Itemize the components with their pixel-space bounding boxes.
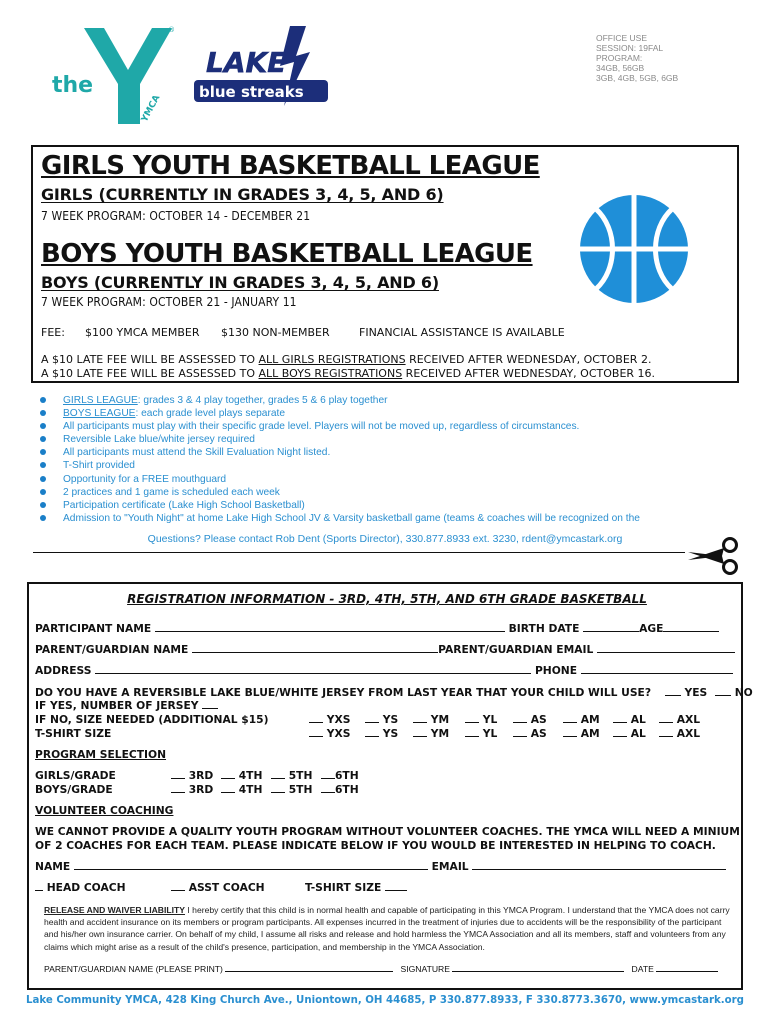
- office-line: SESSION: 19FAL: [596, 43, 664, 53]
- volunteer-text-2: OF 2 COACHES FOR EACH TEAM. PLEASE INDICATE BELOW IF YOU WOULD BE INTERESTED IN HELPING TO COACH.: [35, 839, 716, 852]
- list-item: BOYS LEAGUE: each grade level plays separate: [40, 407, 640, 420]
- size-option[interactable]: AL: [613, 727, 646, 740]
- blue-streaks-word: blue streaks: [199, 83, 304, 101]
- boys-program-dates: 7 WEEK PROGRAM: OCTOBER 21 - JANUARY 11: [41, 295, 297, 309]
- list-item: All participants must play with their specific grade level. Players will not be moved up, regardless of circumstances.: [40, 420, 640, 433]
- asst-coach-option[interactable]: ASST COACH: [171, 881, 265, 894]
- boys-league-title: BOYS YOUTH BASKETBALL LEAGUE: [41, 239, 533, 269]
- fee-member: $100 YMCA MEMBER: [85, 326, 200, 339]
- age-field[interactable]: [663, 622, 719, 632]
- list-item: 2 practices and 1 game is scheduled each week: [40, 486, 640, 499]
- list-item: All participants must attend the Skill Evaluation Night listed.: [40, 446, 640, 459]
- participant-name-field[interactable]: [155, 622, 505, 632]
- participant-name-label: PARTICIPANT NAME: [35, 622, 152, 635]
- list-item: T-Shirt provided: [40, 459, 640, 472]
- registration-title: REGISTRATION INFORMATION - 3RD, 4TH, 5TH, AND 6TH GRADE BASKETBALL: [127, 592, 647, 606]
- grade-option[interactable]: 4TH: [221, 769, 262, 782]
- grade-option[interactable]: 6TH: [321, 783, 359, 796]
- boys-league-subtitle: BOYS (CURRENTLY IN GRADES 3, 4, 5, AND 6): [41, 273, 439, 292]
- size-option[interactable]: AL: [613, 713, 646, 726]
- grade-option[interactable]: 4TH: [221, 783, 262, 796]
- size-option[interactable]: AXL: [659, 727, 700, 740]
- late-fee-girls: A $10 LATE FEE WILL BE ASSESSED TO ALL GIRLS REGISTRATIONS RECEIVED AFTER WEDNESDAY, OCTOBER 2.: [41, 353, 652, 366]
- registration-form: [27, 582, 753, 990]
- jersey-question-row: [35, 686, 753, 699]
- signature-label: SIGNATURE: [400, 964, 450, 974]
- birth-date-label: BIRTH DATE: [508, 622, 580, 635]
- list-item: Reversible Lake blue/white jersey required: [40, 433, 640, 446]
- size-option[interactable]: YM: [413, 727, 449, 740]
- coach-email-field[interactable]: [472, 860, 726, 870]
- address-label: ADDRESS: [35, 664, 92, 677]
- program-selection-heading: PROGRAM SELECTION: [35, 748, 167, 761]
- coach-name-row: [35, 860, 726, 873]
- phone-field[interactable]: [581, 664, 733, 674]
- birth-date-field[interactable]: [583, 622, 639, 632]
- date-field[interactable]: [656, 964, 718, 972]
- coach-email-label: EMAIL: [431, 860, 469, 873]
- signature-field[interactable]: [452, 964, 624, 972]
- coach-name-field[interactable]: [74, 860, 428, 870]
- office-line: 3GB, 4GB, 5GB, 6GB: [596, 73, 679, 83]
- jersey-size-row: [35, 713, 735, 727]
- parent-name-field[interactable]: [192, 643, 438, 653]
- office-line: 34GB, 56GB: [596, 63, 645, 73]
- scissors-icon: [686, 536, 742, 576]
- girls-program-dates: 7 WEEK PROGRAM: OCTOBER 14 - DECEMBER 21: [41, 209, 311, 223]
- size-option[interactable]: AS: [513, 713, 547, 726]
- svg-text:®: ®: [168, 26, 175, 34]
- logos: [44, 22, 344, 130]
- size-option[interactable]: AS: [513, 727, 547, 740]
- list-item: Admission to "Youth Night" at home Lake High School JV & Varsity basketball game (teams & coaches will be recognized on the: [40, 512, 640, 525]
- financial-assistance: FINANCIAL ASSISTANCE IS AVAILABLE: [359, 326, 565, 339]
- boys-grade-row: [35, 783, 435, 797]
- size-option[interactable]: AM: [563, 713, 600, 726]
- signature-row: [44, 964, 718, 974]
- jersey-yes-field[interactable]: [665, 686, 681, 696]
- jersey-number-row: [35, 699, 218, 712]
- tshirt-size-row: [35, 727, 735, 741]
- grade-option[interactable]: 6TH: [321, 769, 359, 782]
- size-option[interactable]: YS: [365, 713, 398, 726]
- list-item: Participation certificate (Lake High School Basketball): [40, 499, 640, 512]
- ymca-logo: [52, 26, 175, 125]
- late-fee-boys: A $10 LATE FEE WILL BE ASSESSED TO ALL BOYS REGISTRATIONS RECEIVED AFTER WEDNESDAY, OCTOBER 16.: [41, 367, 656, 380]
- jersey-number-label: IF YES, NUMBER OF JERSEY: [35, 699, 199, 712]
- volunteer-text-1: WE CANNOT PROVIDE A QUALITY YOUTH PROGRAM WITHOUT VOLUNTEER COACHES. THE YMCA WILL NEED A MINIUM: [35, 825, 740, 838]
- size-option[interactable]: AXL: [659, 713, 700, 726]
- basketball-icon: [578, 193, 690, 305]
- girls-grade-label: GIRLS/GRADE: [35, 769, 116, 782]
- boys-grade-label: BOYS/GRADE: [35, 783, 113, 796]
- jersey-yes-label: YES: [684, 686, 708, 699]
- volunteer-heading: VOLUNTEER COACHING: [35, 804, 174, 817]
- size-option[interactable]: YL: [465, 713, 497, 726]
- fee-label: FEE:: [41, 326, 65, 339]
- list-item: GIRLS LEAGUE: grades 3 & 4 play together, grades 5 & 6 play together: [40, 394, 640, 407]
- print-name-field[interactable]: [225, 964, 393, 972]
- girls-league-title: GIRLS YOUTH BASKETBALL LEAGUE: [41, 151, 540, 181]
- size-option[interactable]: YS: [365, 727, 398, 740]
- jersey-no-field[interactable]: [715, 686, 731, 696]
- jersey-question: DO YOU HAVE A REVERSIBLE LAKE BLUE/WHITE JERSEY FROM LAST YEAR THAT YOUR CHILD WILL USE?: [35, 686, 652, 699]
- grade-option[interactable]: 5TH: [271, 769, 312, 782]
- grade-option[interactable]: 3RD: [171, 769, 213, 782]
- size-option[interactable]: YXS: [309, 713, 350, 726]
- cut-line: [33, 552, 685, 553]
- program-details-list: [40, 394, 640, 525]
- address-field[interactable]: [95, 664, 531, 674]
- coach-name-label: NAME: [35, 860, 71, 873]
- parent-email-label: PARENT/GUARDIAN EMAIL: [438, 643, 594, 656]
- girls-grade-row: [35, 769, 435, 783]
- tshirt-size-label: T-SHIRT SIZE: [35, 727, 112, 740]
- size-option[interactable]: AM: [563, 727, 600, 740]
- participant-row: [35, 622, 735, 635]
- size-option[interactable]: YXS: [309, 727, 350, 740]
- size-option[interactable]: YM: [413, 713, 449, 726]
- lake-word: LAKE: [206, 46, 287, 79]
- size-option[interactable]: YL: [465, 727, 497, 740]
- parent-email-field[interactable]: [597, 643, 735, 653]
- lake-blue-streaks-logo: [194, 26, 328, 106]
- office-line: OFFICE USE: [596, 33, 648, 43]
- jersey-size-label: IF NO, SIZE NEEDED (ADDITIONAL $15): [35, 713, 269, 726]
- phone-label: PHONE: [534, 664, 578, 677]
- head-coach-option[interactable]: HEAD COACH: [35, 881, 126, 894]
- office-use-block: [596, 33, 678, 83]
- coach-role-row: [35, 881, 435, 895]
- coach-tshirt-field[interactable]: T-SHIRT SIZE: [305, 881, 407, 894]
- date-label: DATE: [631, 964, 654, 974]
- grade-option[interactable]: 5TH: [271, 783, 312, 796]
- girls-league-subtitle: GIRLS (CURRENTLY IN GRADES 3, 4, 5, AND 6): [41, 185, 444, 204]
- office-line: PROGRAM:: [596, 53, 643, 63]
- release-waiver-text: RELEASE AND WAIVER LIABILITY I hereby certify that this child is in normal health and capable of participating in this YMCA Program. I understand that the YMCA does not carry health and accident insurance on its members or program participants. All expenses incurred in the treatment of injuries due to accidents will be the responsibility of the participant and his/her own insurance carrier. On behalf of my child, I assume all risks and release and hold harmless the YMCA Association and all its members, staff and volunteers from any claims which might arise as a result of the child's presence, participation, and membership in the YMCA Association.: [44, 905, 730, 952]
- fee-non-member: $130 NON-MEMBER: [221, 326, 330, 339]
- age-label: AGE: [639, 622, 664, 635]
- list-item: Opportunity for a FREE mouthguard: [40, 473, 640, 486]
- address-row: [35, 664, 733, 677]
- parent-name-label: PARENT/GUARDIAN NAME: [35, 643, 189, 656]
- ymca-the-text: the: [52, 73, 94, 98]
- jersey-number-field[interactable]: [202, 699, 218, 709]
- contact-questions: Questions? Please contact Rob Dent (Sports Director), 330.877.8933 ext. 3230, rdent@ymcastark.org: [147, 533, 623, 545]
- ymca-mark-text: YMCA: [139, 93, 163, 124]
- footer-contact: Lake Community YMCA, 428 King Church Ave., Uniontown, OH 44685, P 330.877.8933, F 330.8773.3670, www.ymcastark.org: [26, 995, 744, 1006]
- jersey-no-label: NO: [734, 686, 753, 699]
- league-info-box: [31, 145, 739, 383]
- grade-option[interactable]: 3RD: [171, 783, 213, 796]
- parent-row: [35, 643, 735, 656]
- print-name-label: PARENT/GUARDIAN NAME (PLEASE PRINT): [44, 964, 223, 974]
